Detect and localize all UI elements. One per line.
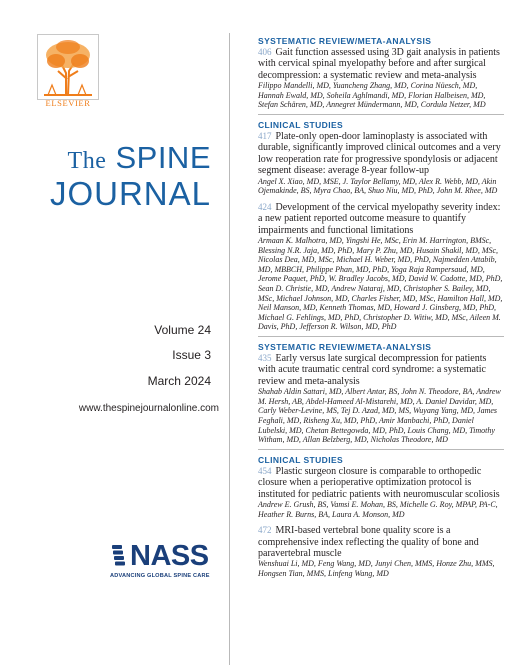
article-authors: Shahab Aldin Sattari, MD, Albert Antar, BS, John N. Theodore, BA, Andrew M. Hersh, AB, Abdel-Hameed Al-Mistarehi, MD, A. Daniel Davidar, MD, Carly Weber-Levine, MS, Tej D. Azad, MD, MS, Wuyang Yang, MD, James Feghali, MD, Risheng Xu, MD, PhD, Amir Manbachi, PhD, Daniel Lubelski, MD, Chetan Bettegowda, MD, PhD, Louis Chang, MD, Timothy Witham, MD, Allan Belzberg, MD, Nicholas Theodore, MD <box>258 387 501 445</box>
page-number: 454 <box>258 465 272 476</box>
issue-date: March 2024 <box>147 374 211 388</box>
article-entry[interactable] <box>258 525 504 578</box>
article-authors: Andrew E. Grush, BS, Vamsi E. Mohan, BS, Michelle G. Roy, MPAP, PA-C, Heather R. Burns, BA, Laura A. Monson, MD <box>258 499 498 519</box>
journal-title-spine: SPINE <box>115 140 211 175</box>
table-of-contents <box>258 36 504 579</box>
section-divider <box>258 336 504 337</box>
journal-url: www.thespinejournalonline.com <box>78 403 219 414</box>
section-heading: SYSTEMATIC REVIEW/META-ANALYSIS <box>258 341 432 352</box>
article-title: Early versus late surgical decompression for patients with acute traumatic central cord syndrome: a systematic review and meta-analysis <box>258 352 487 387</box>
section-heading: CLINICAL STUDIES <box>258 454 344 465</box>
article-authors: Wenshuai Li, MD, Feng Wang, MD, Junyi Chen, MMS, Honze Zhu, MMS, Hongsen Tian, MMS, Linfeng Wang, MD <box>258 559 495 578</box>
article-authors: Armaan K. Malhotra, MD, Yingshi He, MSc, Erin M. Harrington, BMSc, Blessing N.R. Jaja, MD, PhD, Mary P. Zhu, MD, Husain Shakil, MD, MSc, Nicolas Dea, MD, MSc, Michael H. Weber, MD, PhD, Najmedden Attabib, MD, MBBCH, Philippe Phan, MD, PhD, Yoga Raja Rampersaud, MD, Jerome Paquet, PhD, W. Bradley Jacobs, MD, David W. Cadotte, MD, PhD, Sean D. Christie, MD, Andrew Nataraj, MD, Christopher S. Bailey, MD, MSc, Michael Johnson, MD, Charles Fisher, MD, MSc, Hamilton Hall, MD, Neil Manson, MD, Kenneth Thomas, MD, Howard J. Ginsberg, MD, PhD, Michael G. Fehlings, MD, PhD, Christopher D. Witiw, MD, MSc, Aileen M. Davis, PhD, Jefferson R. Wilson, MD, PhD <box>258 236 503 332</box>
publisher-name: ELSEVIER <box>45 98 91 108</box>
nass-tagline: ADVANCING GLOBAL SPINE CARE <box>110 573 210 579</box>
article-title: Plastic surgeon closure is comparable to orthopedic closure when a perioperative optimization protocol is instituted for pediatric patients with neuromuscular scoliosis <box>258 465 500 500</box>
nass-logo-text: NASS <box>130 540 209 572</box>
article-entry[interactable] <box>258 131 504 196</box>
page-number: 435 <box>258 352 272 363</box>
page-number: 417 <box>258 131 272 141</box>
column-divider <box>229 33 230 665</box>
journal-title-the: The <box>67 148 107 174</box>
article-entry[interactable] <box>258 466 504 519</box>
section-divider <box>258 449 504 450</box>
journal-title-journal: JOURNAL <box>49 175 211 212</box>
issue-label: Issue 3 <box>172 348 211 362</box>
volume-label: Volume 24 <box>154 323 211 337</box>
article-title: MRI-based vertebral bone quality score is a comprehensive index reflecting the quality of bone and paravertebral muscle <box>258 525 479 559</box>
page-number: 424 <box>258 201 272 212</box>
section-heading: SYSTEMATIC REVIEW/META-ANALYSIS <box>258 36 432 46</box>
article-title: Plate-only open-door laminoplasty is associated with durable, significantly improved clinical outcomes and a very low reoperation rate for progressive spondylosis or adjacent segment disease: average 8-year follow-up <box>258 131 501 177</box>
article-entry[interactable] <box>258 353 504 445</box>
journal-title <box>50 142 211 210</box>
section-heading: CLINICAL STUDIES <box>258 120 344 130</box>
page-number: 472 <box>258 525 272 536</box>
cover-left-panel <box>0 0 228 672</box>
article-authors: Filippo Mandelli, MD, Yuancheng Zhang, MD, Corina Nüesch, MD, Hannah Ewald, MD, Soheila Aghlmandi, MD, Florian Halbeisen, MD, Stefan Schären, MD, Annegret Mündermann, MD, Cordula Netzer, MD <box>258 81 486 110</box>
nass-logo <box>110 542 228 579</box>
spine-icon <box>110 544 128 569</box>
section-divider <box>258 114 504 115</box>
article-title: Development of the cervical myelopathy severity index: a new patient reported outcome measure to quantify impairments and functional limitations <box>258 201 501 236</box>
page-number: 406 <box>258 47 272 57</box>
elsevier-tree-logo-icon <box>37 34 99 100</box>
article-title: Gait function assessed using 3D gait analysis in patients with cervical spinal myelopathy before and after surgical decompression: a systematic review and meta-analysis <box>258 47 500 81</box>
article-authors: Angel X. Xiao, MD, MSE, J. Taylor Bellamy, MD, Alex R. Webb, MD, Akin Ojemakinde, BS, Myra Chao, BA, Shuo Niu, MD, PhD, John M. Rhee, MD <box>258 176 498 196</box>
article-entry[interactable] <box>258 202 504 332</box>
article-entry[interactable] <box>258 47 504 110</box>
